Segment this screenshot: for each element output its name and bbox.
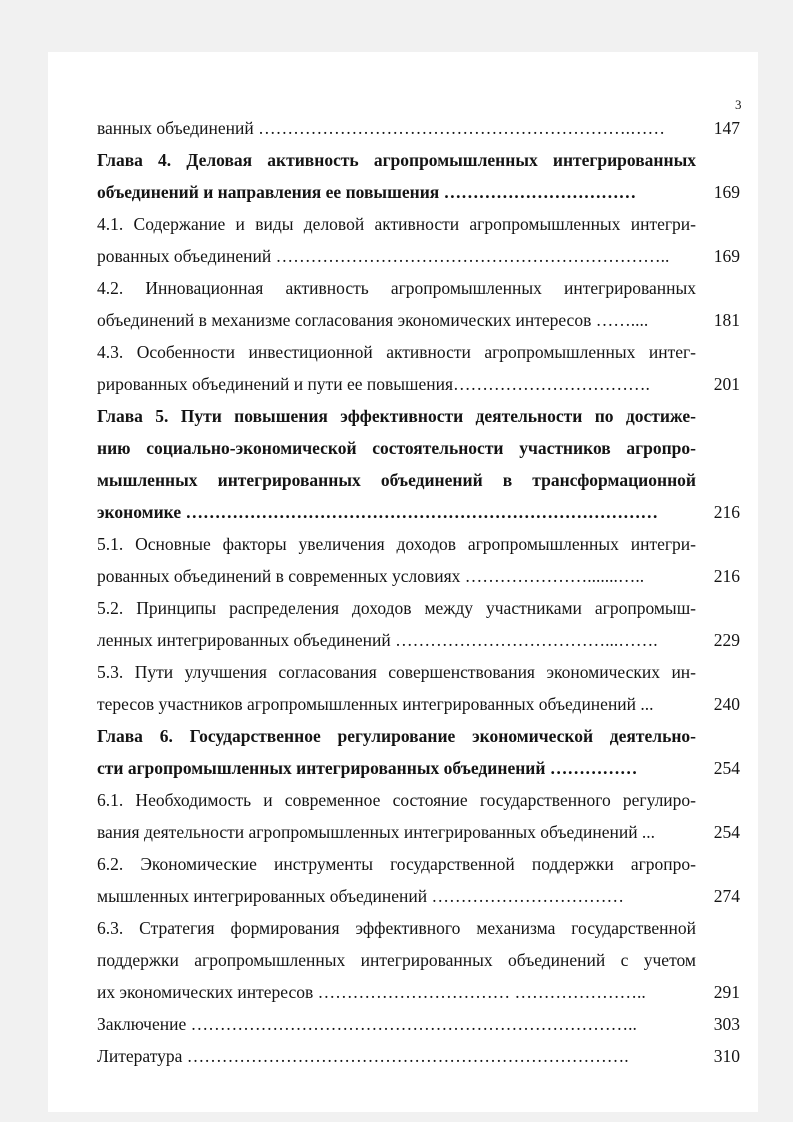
toc-page-number: 274 [713,886,740,906]
toc-page-number: 216 [713,566,740,586]
toc-line: 6.3. Стратегия формирования эффективного механизма государственной [97,918,696,938]
toc-page-number: 303 [713,1014,740,1034]
toc-line: их экономических интересов …………………………… ………………….. [97,982,646,1002]
chapter-heading: объединений и направления ее повышения …………………………… [97,182,637,202]
toc-line: 6.2. Экономические инструменты государственной поддержки агропро- [97,854,696,874]
toc-line: 5.3. Пути улучшения согласования совершенствования экономических ин- [97,662,696,682]
toc-page-number: 254 [713,822,740,842]
toc-line-references: Литература …………………………………………………………………. [97,1046,629,1066]
toc-line: 4.2. Инновационная активность агропромышленных интегрированных [97,278,696,298]
chapter-heading: экономике ……………………………………………………………………… [97,502,658,522]
toc-page-number: 254 [713,758,740,778]
chapter-heading: Глава 5. Пути повышения эффективности деятельности по достиже- [97,406,696,426]
toc-page-number: 310 [713,1046,740,1066]
toc-line: 4.3. Особенности инвестиционной активности агропромышленных интег- [97,342,696,362]
toc-page-number: 216 [713,502,740,522]
page-number: 3 [735,97,742,112]
chapter-heading: мышленных интегрированных объединений в трансформационной [97,470,696,490]
toc-line: вания деятельности агропромышленных интегрированных объединений ... [97,822,656,842]
toc-page-number: 291 [713,982,740,1002]
toc-page-number: 169 [713,246,740,266]
toc-page-number: 169 [713,182,740,202]
toc-line: рированных объединений и пути ее повышения……………………………. [97,374,650,394]
toc-line: тересов участников агропромышленных интегрированных объединений ... [97,694,654,714]
toc-page-number: 181 [713,310,740,330]
toc-line: рованных объединений в современных условиях ………………….......….. [97,566,645,586]
toc-line: 4.1. Содержание и виды деловой активности агропромышленных интегри- [97,214,696,234]
toc-line: ленных интегрированных объединений ………………………………...……. [97,630,658,650]
toc-line: 6.1. Необходимость и современное состояние государственного регулиро- [97,790,696,810]
toc-line: 5.1. Основные факторы увеличения доходов агропромышленных интегри- [97,534,696,554]
toc-line: мышленных интегрированных объединений …………………………… [97,886,624,906]
toc-line: объединений в механизме согласования экономических интересов …….... [97,310,649,330]
toc-line: ванных объединений ……………………………………………………….…… [97,118,665,138]
toc-page-number: 147 [713,118,740,138]
toc-page-number: 240 [713,694,740,714]
toc-line-conclusion: Заключение ………………………………………………………………….. [97,1014,637,1034]
chapter-heading: Глава 6. Государственное регулирование экономической деятельно- [97,726,696,746]
chapter-heading: нию социально-экономической состоятельности участников агропро- [97,438,696,458]
toc-page-number: 229 [713,630,740,650]
toc-page-number: 201 [713,374,740,394]
toc-line: 5.2. Принципы распределения доходов между участниками агропромыш- [97,598,696,618]
chapter-heading: сти агропромышленных интегрированных объединений …………… [97,758,638,778]
toc-line: поддержки агропромышленных интегрированных объединений с учетом [97,950,696,970]
toc-line: рованных объединений ………………………………………………………….. [97,246,670,266]
chapter-heading: Глава 4. Деловая активность агропромышленных интегрированных [97,150,696,170]
